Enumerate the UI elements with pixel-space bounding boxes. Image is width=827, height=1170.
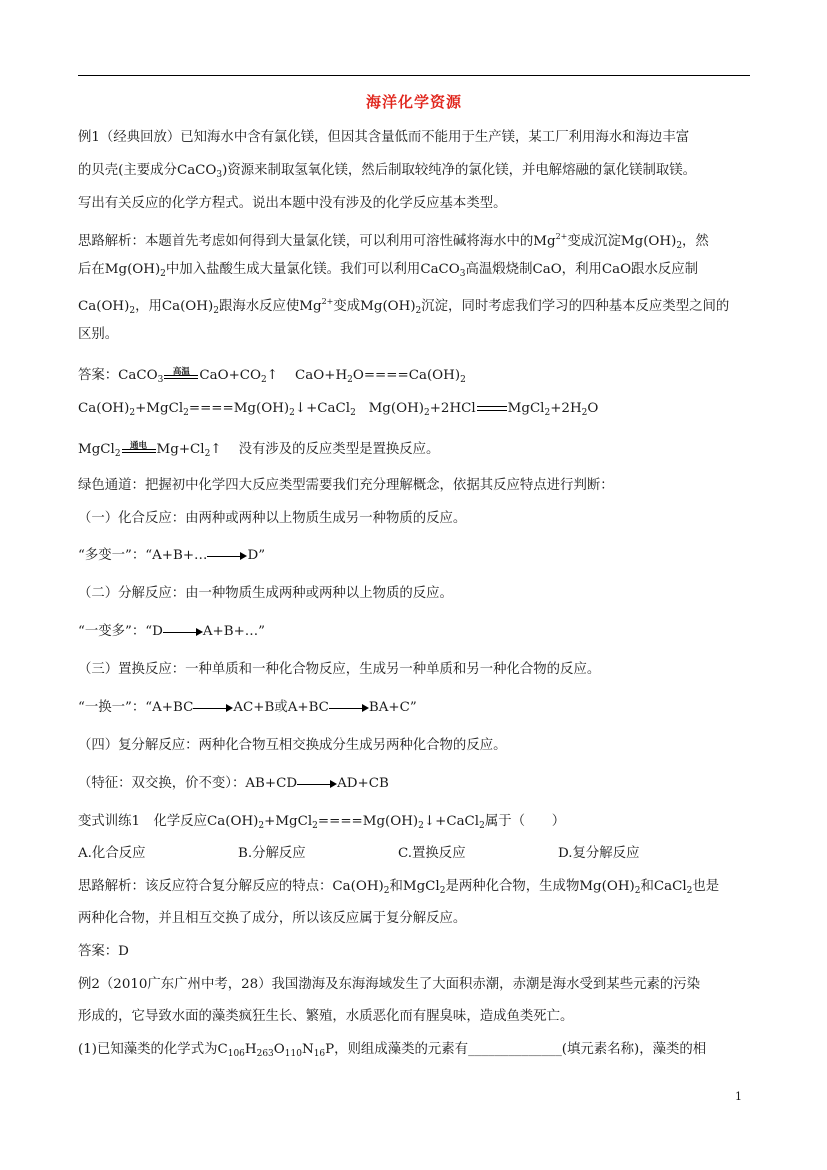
- analysis1-line1: 思路解析：本题首先考虑如何得到大量氯化镁，可以利用可溶性碱将海水中的$Mg^{2+}$变成沉淀$Mg(OH)_2$，然: [78, 232, 709, 251]
- heat-condition-arrow: 高温: [164, 369, 198, 383]
- practice1-analysis-line1: 思路解析：该反应符合复分解反应的特点：$Ca(OH)_2$和MgCl$_2$是两种化合物，生成物$Mg(OH)_2$和CaCl$_2$也是: [78, 879, 720, 896]
- option-a: A.化合反应: [78, 846, 146, 861]
- header-rule: [78, 75, 750, 76]
- example1-line3: 写出有关反应的化学方程式。说出本题中没有涉及的化学反应基本类型。: [78, 196, 507, 211]
- combination-formula: “多变一”：“A+B+… D”: [78, 548, 266, 563]
- example1-line1: 例1（经典回放）已知海水中含有氯化镁，但因其含量低而不能用于生产镁，某工厂利用海水和海边丰富: [78, 130, 690, 145]
- option-c: C.置换反应: [398, 846, 466, 861]
- practice1-answer: 答案：D: [78, 944, 129, 959]
- option-d: D.复分解反应: [558, 846, 640, 861]
- green-channel-intro: 绿色通道：把握初中化学四大反应类型需要我们充分理解概念，依据其反应特点进行判断：: [78, 478, 614, 493]
- double-displacement-formula: （特征：双交换，价不变）：AB+CD AD+CB: [78, 776, 389, 791]
- reaction-type-displacement: （三）置换反应：一种单质和一种化合物反应，生成另一种单质和另一种化合物的反应。: [78, 662, 601, 677]
- reaction-type-combination: （一）化合反应：由两种或两种以上物质生成另一种物质的反应。: [78, 511, 467, 526]
- reaction-arrow-icon: [207, 551, 247, 561]
- answer1-line3: MgCl$_2$ 通电 $Mg+Cl_2↑$ 没有涉及的反应类型是置换反应。: [78, 440, 440, 459]
- page-title: 海洋化学资源: [365, 93, 462, 111]
- displacement-formula: “一换一”：“A+BC AC+B或A+BC BA+C”: [78, 700, 417, 715]
- electrolysis-condition-arrow: 通电: [122, 443, 156, 457]
- example2-line2: 形成的，它导致水面的藻类疯狂生长、繁殖，水质恶化而有腥臭味，造成鱼类死亡。: [78, 1009, 574, 1024]
- page-number: 1: [735, 1090, 742, 1103]
- practice1-options: [78, 844, 718, 864]
- reaction-arrow-icon: [329, 703, 369, 713]
- example2-line1: 例2（2010广东广州中考，28）我国渤海及东海海域发生了大面积赤潮，赤潮是海水受到某些元素的污染: [78, 977, 701, 992]
- practice1-question: 变式训练1 化学反应$Ca(OH)_2+MgCl_2====Mg(OH)_2↓+CaCl_2$属于（ ）: [78, 814, 566, 831]
- answer1-line2: $Ca(OH)_2+MgCl_2====Mg(OH)_2↓+CaCl_2$ $Mg(OH)_2+2HCl$ $MgCl_2+2H_2O$: [78, 401, 599, 418]
- answer1-line1: 答案：CaCO$_3$ 高温 $CaO+CO_2↑$ $CaO+H_2O====Ca(OH)_2$: [78, 366, 466, 385]
- analysis1-line2: 后在$Mg(OH)_2$中加入盐酸生成大量氯化镁。我们可以利用CaCO$_3$高温煅烧制CaO，利用CaO跟水反应制: [78, 262, 699, 279]
- analysis1-line4: 区别。: [78, 327, 119, 342]
- reaction-arrow-icon: [297, 779, 337, 789]
- reaction-type-decomposition: （二）分解反应：由一种物质生成两种或两种以上物质的反应。: [78, 586, 453, 601]
- option-b: B.分解反应: [238, 846, 306, 861]
- analysis1-line3: $Ca(OH)_2$，用$Ca(OH)_2$跟海水反应使$Mg^{2+}$变成$Mg(OH)_2$沉淀，同时考虑我们学习的四种基本反应类型之间的: [78, 297, 730, 316]
- decomposition-formula: “一变多”：“D A+B+…”: [78, 624, 266, 639]
- example1-line2: 的贝壳(主要成分CaCO$_3$)资源来制取氢氧化镁，然后制取较纯净的氯化镁，并电解熔融的氯化镁制取镁。: [78, 163, 697, 180]
- reaction-arrow-icon: [163, 627, 203, 637]
- equals-sign: [477, 402, 507, 416]
- practice1-analysis-line2: 两种化合物，并且相互交换了成分，所以该反应属于复分解反应。: [78, 911, 467, 926]
- reaction-arrow-icon: [193, 703, 233, 713]
- example2-line3: (1)已知藻类的化学式为$C_{106}H_{263}O_{110}N_{16}P$，则组成藻类的元素有______________(填元素名称)，藻类的相: [78, 1042, 707, 1059]
- answer-blank: ______________: [468, 1042, 562, 1057]
- reaction-type-double-displacement: （四）复分解反应：两种化合物互相交换成分生成另两种化合物的反应。: [78, 738, 507, 753]
